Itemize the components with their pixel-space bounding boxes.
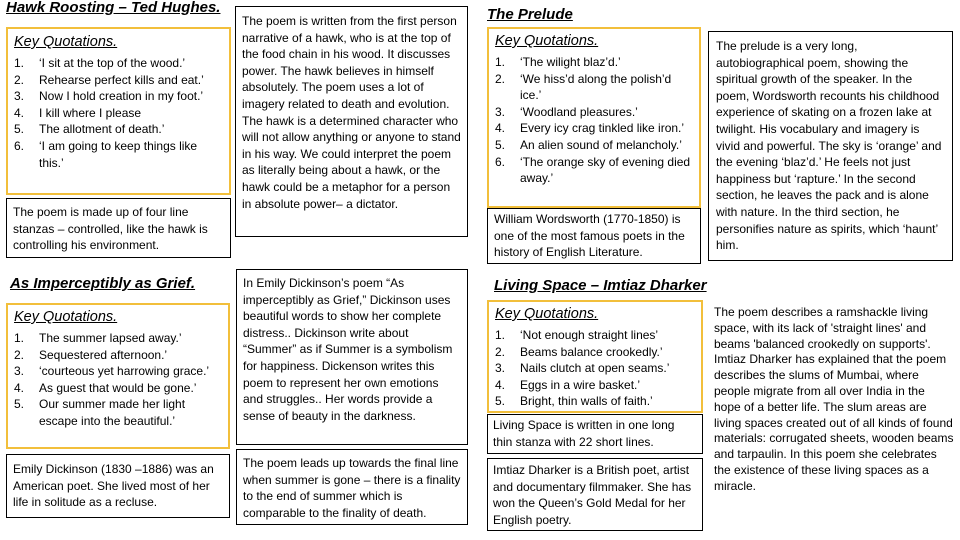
quote-item: 4. I kill where I please [14,105,142,120]
quote-item: 3. ‘courteous yet harrowing grace.’ [14,364,210,379]
living-form-note: Living Space is written in one long thin stanza with 22 short lines. [487,414,703,454]
prelude-key-quotations-heading: Key Quotations. [495,33,599,49]
prelude-key-quotations-box [487,27,701,208]
quote-item: 3. ‘Woodland pleasures.’ [495,104,638,119]
quote-item: 2. Sequestered afternoon.’ [14,347,168,362]
quote-item: 1. ‘Not enough straight lines’ [495,328,659,342]
grief-key-quotations-heading: Key Quotations. [14,309,118,325]
hawk-key-quotations-heading: Key Quotations. [14,34,118,50]
grief-quote-list [14,330,222,430]
prelude-title: The Prelude [487,6,573,23]
quote-item: 1. ‘The wilight blaz’d.’ [495,55,621,69]
prelude-quote-list [495,54,693,187]
prelude-analysis: The prelude is a very long, autobiographical poem, showing the spiritual growth of the speaker. In the poem, Wordsworth recounts his childhood experience of skating on a frozen lake at twilight. His vocabulary and imagery is vivid and powerful. The sky is ‘orange’ and the evening ‘blaz’d.’ He feels not just happiness but ‘rapture.’ In the second section, he leaves the pack and is alone with nature. In the third section, he personifies nature as spirits, which ‘haunt’ him. [708,31,953,261]
quote-item: 4. Eggs in a wire basket.’ [495,377,641,392]
quote-item: 1. ‘I sit at the top of the wood.’ [14,56,186,70]
quote-item: 2. ‘We hiss’d along the polish’d ice.’ [495,71,672,103]
grief-title: As Imperceptibly as Grief. [10,275,196,292]
living-key-quotations-heading: Key Quotations. [495,306,599,322]
living-key-quotations-box [487,300,703,413]
living-quote-list [495,327,695,410]
quote-item: 6. ‘The orange sky of evening died away.’ [495,154,691,186]
hawk-title: Hawk Roosting – Ted Hughes. [6,0,221,16]
quote-item: 4. As guest that would be gone.’ [14,380,197,395]
quote-item: 1. The summer lapsed away.’ [14,331,182,345]
living-poet-note: Imtiaz Dharker is a British poet, artist and documentary filmmaker. She has won the Queen’s Gold Medal for her English poetry. [487,458,703,531]
quote-item: 5. An alien sound of melancholy.’ [495,137,682,152]
hawk-key-quotations-box [6,27,231,195]
hawk-quote-list [14,55,223,171]
quote-item: 4. Every icy crag tinkled like iron.’ [495,121,685,136]
quote-item: 2. Rehearse perfect kills and eat.’ [14,72,204,87]
living-analysis: The poem describes a ramshackle living space, with its lack of 'straight lines' and beams 'balanced crookedly on supports'. Imtiaz Dharker has explained that the poem describes the slums of Mumbai, where people migrate from all over India in the hope of a better life. The slum areas are living spaces created out of all kinds of found materials: corrugated sheets, wooden beams and tarpaulin. In this poem she celebrates the existence of these living spaces as a miracle. [714,305,954,493]
quote-item: 3. Now I hold creation in my foot.’ [14,89,204,104]
quote-item: 5. Bright, thin walls of faith.’ [495,394,653,409]
grief-ending-note: The poem leads up towards the final line when summer is gone – there is a finality to the end of summer which is comparable to the finality of death. [236,449,468,525]
quote-item: 3. Nails clutch at open seams.’ [495,361,670,376]
prelude-poet-note: William Wordsworth (1770-1850) is one of the most famous poets in the history of English Literature. [487,208,701,264]
hawk-form-note: The poem is made up of four line stanzas – controlled, like the hawk is controlling his environment. [6,198,231,258]
hawk-analysis: The poem is written from the first person narrative of a hawk, who is at the top of the food chain in his wood. It discusses power. The hawk believes in himself absolutely. The poem uses a lot of imagery related to death and evolution. The hawk is a determined character who will not allow anything or anyone to stand in his way. We could interpret the poem as literally being about a hawk, or the hawk could be a metaphor for a person in absolute power– a dictator. [235,6,468,237]
grief-poet-note: Emily Dickinson (1830 –1886) was an American poet. She lived most of her life in solitude as a recluse. [6,454,230,518]
living-title: Living Space – Imtiaz Dharker [494,277,707,294]
quote-item: 6. ‘I am going to keep things like this.’ [14,138,198,170]
grief-key-quotations-box [6,303,230,449]
quote-item: 2. Beams balance crookedly.’ [495,344,663,359]
grief-analysis: In Emily Dickinson’s poem “As imperceptibly as Grief,” Dickinson uses beautiful words to show her complete distress.. Dickinson write about “Summer” as if Summer is a symbolism for happiness. Dickenson writes this poem to represent her own emotions and struggles.. Her words provide a sense of beauty in the darkness. [236,269,468,445]
quote-item: 5. The allotment of death.’ [14,122,165,137]
quote-item: 5. Our summer made her light escape into the beautiful.’ [14,397,186,428]
